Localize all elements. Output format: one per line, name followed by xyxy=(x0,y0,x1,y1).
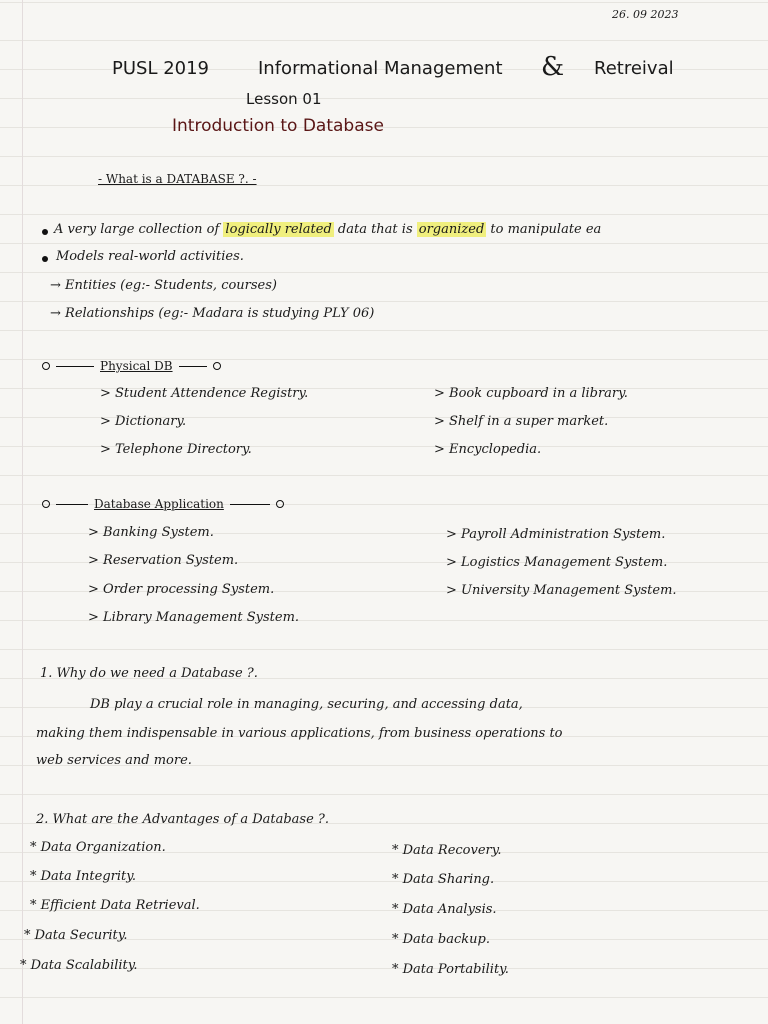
physical-db-heading xyxy=(42,359,221,373)
physical-db-label: Physical DB xyxy=(100,359,173,373)
divider xyxy=(56,504,88,505)
application-left-1: > Banking System. xyxy=(88,525,214,540)
divider xyxy=(230,504,270,505)
advantage-left-2: * Data Integrity. xyxy=(30,869,137,884)
circle-marker xyxy=(276,500,284,508)
highlight-logically-related: logically related xyxy=(225,222,332,237)
advantage-left-1: * Data Organization. xyxy=(30,840,166,855)
course-title-2: Retreival xyxy=(594,58,674,79)
advantage-left-5: * Data Scalability. xyxy=(20,958,138,973)
divider xyxy=(56,366,94,367)
course-title: Informational Management xyxy=(258,58,503,79)
advantage-right-3: * Data Analysis. xyxy=(392,902,497,917)
relationships-line: → Relationships (eg:- Madara is studying PLY 06) xyxy=(50,306,375,321)
physical-left-3: > Telephone Directory. xyxy=(100,442,252,457)
physical-right-3: > Encyclopedia. xyxy=(434,442,542,457)
q1-answer-line-2: making them indispensable in various applications, from business operations to xyxy=(36,726,563,741)
physical-left-1: > Student Attendence Registry. xyxy=(100,386,309,401)
db-application-heading xyxy=(42,497,284,511)
circle-marker xyxy=(213,362,221,370)
question-2: 2. What are the Advantages of a Database ?. xyxy=(36,812,330,827)
divider xyxy=(179,366,207,367)
lesson-label: Lesson 01 xyxy=(246,90,322,108)
application-left-4: > Library Management System. xyxy=(88,610,300,625)
db-application-label: Database Application xyxy=(94,497,224,511)
bullet xyxy=(42,256,48,262)
physical-left-2: > Dictionary. xyxy=(100,414,187,429)
highlight-organized: organized xyxy=(418,222,485,237)
advantage-left-4: * Data Security. xyxy=(24,928,128,943)
application-right-3: > University Management System. xyxy=(446,583,677,598)
physical-right-1: > Book cupboard in a library. xyxy=(434,386,628,401)
application-left-2: > Reservation System. xyxy=(88,553,239,568)
advantage-right-2: * Data Sharing. xyxy=(392,872,495,887)
advantage-right-1: * Data Recovery. xyxy=(392,843,502,858)
course-code: PUSL 2019 xyxy=(112,58,210,79)
definition-post: to manipulate ea xyxy=(490,222,602,237)
date: 26. 09 2023 xyxy=(612,8,679,21)
advantage-left-3: * Efficient Data Retrieval. xyxy=(30,898,200,913)
definition-pre: A very large collection of xyxy=(54,222,220,237)
advantage-right-5: * Data Portability. xyxy=(392,962,509,977)
definition-mid: data that is xyxy=(337,222,413,237)
ampersand: & xyxy=(541,52,565,82)
entities-line: → Entities (eg:- Students, courses) xyxy=(50,278,277,293)
q1-answer-line-3: web services and more. xyxy=(36,753,192,768)
application-right-2: > Logistics Management System. xyxy=(446,555,668,570)
models-line: Models real-world activities. xyxy=(56,249,244,264)
bullet xyxy=(42,229,48,235)
question-1: 1. Why do we need a Database ?. xyxy=(40,666,258,681)
margin-line xyxy=(22,0,23,1024)
physical-right-2: > Shelf in a super market. xyxy=(434,414,609,429)
application-right-1: > Payroll Administration System. xyxy=(446,527,666,542)
application-left-3: > Order processing System. xyxy=(88,582,275,597)
topic-title: Introduction to Database xyxy=(172,116,384,136)
definition-line xyxy=(54,222,601,237)
circle-marker xyxy=(42,362,50,370)
q1-answer-line-1: DB play a crucial role in managing, securing, and accessing data, xyxy=(90,697,523,712)
advantage-right-4: * Data backup. xyxy=(392,932,490,947)
circle-marker xyxy=(42,500,50,508)
section-heading-database: - What is a DATABASE ?. - xyxy=(98,172,257,186)
